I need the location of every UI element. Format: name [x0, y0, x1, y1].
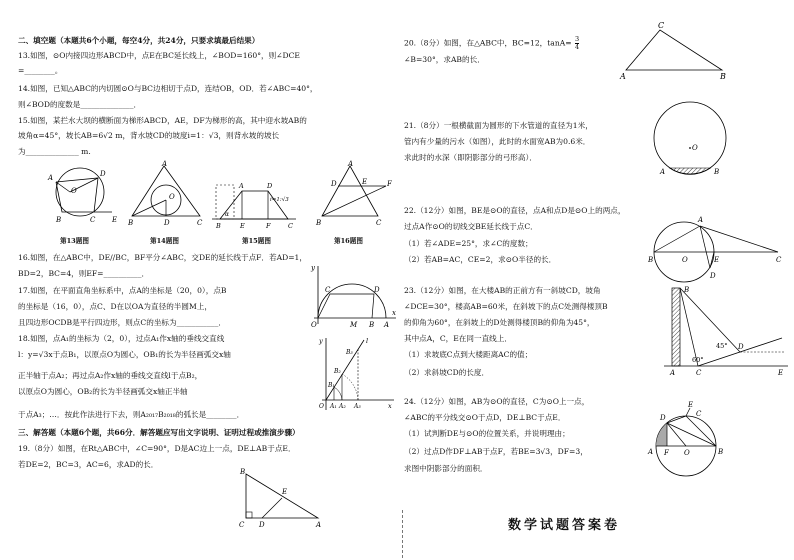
fig22-label: A: [698, 216, 704, 224]
fig13-label: O: [71, 187, 77, 195]
q22-line1: 22.（12分）如图，BE是⊙O的直径，点A和点D是⊙O上的两点，: [404, 206, 626, 215]
q21-line2: 管内有少量的污水（如图），此时的水面宽AB为0.6米．: [404, 137, 591, 146]
fig15-label: i=1:√3: [270, 197, 289, 203]
figure-24: [646, 398, 736, 490]
fig23-label: C: [696, 369, 702, 377]
q23-line5: （1）求坡底C点到大楼距离AC的值；: [404, 350, 533, 359]
q14-line1: 14.如图，已知△ABC的内切圆⊙O与BC边相切于点D，连结OB，OD．若∠ABC=40°，: [18, 84, 318, 93]
q21-line3: 求此时的水深（即阴影部分的弓形高）．: [404, 153, 537, 162]
q24-line4: （2）过点D作DF⊥AB于点F，若BE=3√3，DF=3，: [404, 447, 588, 456]
fig14-label: D: [164, 219, 170, 227]
figure-20: [616, 20, 736, 82]
q23-line6: （2）求斜坡CD的长度．: [404, 368, 490, 377]
fig23-label: E: [778, 369, 784, 377]
fig15-label: F: [266, 222, 271, 230]
fig14-label: C: [197, 219, 203, 227]
q18-line4: 以原点O为圆心，OB₂的长为半径画弧交x轴正半轴: [18, 387, 188, 396]
fig19-label: A: [316, 521, 322, 529]
fig15-label: E: [240, 222, 245, 230]
q22-line3: （1）若∠ADE=25°，求∠C的度数；: [404, 239, 533, 248]
answer-sheet-title: 数学试题答案卷: [508, 518, 621, 533]
fig18-label: B₃: [346, 349, 353, 356]
fig22-label: D: [710, 272, 716, 280]
fig24-label: B: [718, 448, 724, 456]
q16-line2: BD=2，BC=4，则EF=__________．: [18, 269, 150, 278]
q18-line1: 18.如图，点A₁的坐标为（2，0），过点A₁作x轴的垂线交直线: [18, 334, 225, 343]
q20-frac-den: 4: [575, 43, 580, 51]
figure-23: [664, 282, 790, 378]
q24-line3: （1）试判断DE与⊙O的位置关系，并说明理由；: [404, 429, 570, 438]
fig17-label: x: [392, 309, 396, 317]
figure-21: [652, 94, 732, 188]
q16-line1: 16.如图，在△ABC中，DE//BC，BF平分∠ABC，交DE的延长线于点F．若AD=1，: [18, 253, 307, 262]
q20-line1: [404, 36, 579, 51]
fig16-label: C: [376, 219, 382, 227]
figure-16: [312, 160, 394, 228]
figure-18: [316, 336, 396, 414]
fig22-label: E: [714, 256, 720, 264]
fig13-label: E: [112, 216, 118, 224]
q15-line1: 15.如图，某拦水大坝的横断面为梯形ABCD，AE，DF为梯形的高，其中迎水坡AB的: [18, 116, 307, 125]
fig17-label: M: [350, 321, 358, 329]
q17-line1: 17.如图，在平面直角坐标系中，点A的坐标是（20，0），点B: [18, 286, 227, 295]
fig18-label: y: [319, 337, 323, 345]
figure-22: [648, 210, 788, 288]
fig23-label: 60°: [692, 356, 704, 364]
fig23-label: B: [684, 286, 690, 294]
fig17-label: B: [369, 321, 375, 329]
fig21-label: B: [714, 168, 720, 176]
q19-line1: 19.（8分）如图，在Rt△ABC中，∠C=90°，D是AC边上一点，DE⊥AB于点E．: [18, 444, 296, 453]
q23-line3: 的仰角为60°，在斜坡上的D处测得楼顶B的仰角为45°，: [404, 318, 595, 327]
q15-line3: 为______________ m.: [18, 147, 91, 156]
fig21-label: A: [660, 168, 666, 176]
fig22-label: O: [682, 256, 688, 264]
figure-14: [128, 160, 204, 228]
fig17-label: y: [311, 264, 315, 272]
fig14-label: O: [169, 193, 175, 201]
fig13-label: A: [48, 174, 54, 182]
q18-line3: 正半轴于点A₂；再过点A₂作x轴的垂线交直线l于点B₂，: [18, 371, 203, 380]
fig17-label: C: [325, 286, 331, 294]
fig19-label: D: [259, 521, 265, 529]
q20-line2: ∠B=30°，求AB的长．: [404, 55, 485, 64]
fig23-label: A: [670, 369, 676, 377]
q23-line1: 23.（12分）如图，在大楼AB的正前方有一斜坡CD，坡角: [404, 286, 601, 295]
q24-line5: 求图中阴影部分的面积．: [404, 464, 488, 473]
caption-14: 第14题图: [150, 237, 179, 245]
fig23-label: D: [738, 343, 744, 351]
fig13-label: C: [90, 216, 96, 224]
fig18-label: A₂: [339, 403, 346, 410]
fig24-label: O: [684, 449, 690, 457]
q22-line4: （2）若AB=AC，CE=2，求⊙O半径的长．: [404, 255, 557, 264]
section2-heading: 二、填空题（本题共6个小题，每空4分，共24分，只要求填最后结果）: [18, 36, 260, 45]
cut-line: [402, 510, 403, 558]
fig17-label: D: [374, 286, 380, 294]
fig18-label: A₁: [330, 403, 337, 410]
q15-line2: 坡角α=45°，坡长AB=6√2 m，背水坡CD的坡度i=1：√3，则背水坡的坡长: [18, 131, 280, 140]
fig23-label: 45°: [716, 342, 728, 350]
fig16-label: A: [348, 160, 354, 168]
q17-line2: 的坐标是（16，0），点C、D在以OA为直径的半圆M上，: [18, 302, 212, 311]
caption-15: 第15题图: [242, 237, 271, 245]
fig16-label: D: [331, 180, 337, 188]
q20-fraction: [575, 36, 579, 51]
q18-line2: l：y=√3x于点B₁，以原点O为圆心，OB₁的长为半径画弧交x轴: [18, 350, 231, 359]
fig15-label: A: [239, 182, 244, 190]
fig18-label: B₁: [328, 382, 335, 389]
q13-line2: =________。: [18, 66, 63, 75]
fig15-label: B: [216, 222, 221, 230]
fig16-label: E: [362, 178, 368, 186]
figure-19: [232, 466, 328, 530]
fig18-label: O: [319, 403, 324, 410]
fig24-label: C: [696, 410, 702, 418]
fig14-label: A: [162, 160, 168, 168]
q23-line2: ∠DCE=30°，楼高AB=60米，在斜坡下的点C处测得楼顶B: [404, 302, 608, 311]
figure-13: [40, 160, 122, 228]
fig24-label: A: [648, 448, 654, 456]
fig16-label: B: [316, 219, 322, 227]
fig20-label: A: [620, 72, 626, 81]
fig24-label: E: [688, 401, 694, 409]
fig18-label: x: [388, 402, 392, 410]
q13-line1: 13.如图，⊙O内接四边形ABCD中，点E在BC延长线上，∠BOD=160°，则∠DCE: [18, 51, 300, 60]
figure-15: [212, 175, 298, 231]
fig19-label: E: [282, 488, 288, 496]
fig24-label: F: [664, 449, 669, 457]
fig13-label: D: [100, 170, 106, 178]
fig20-label: C: [658, 21, 665, 30]
q21-line1: 21.（8分）一根横截面为圆形的下水管道的直径为1米，: [404, 121, 593, 130]
fig19-label: B: [240, 468, 246, 476]
q18-line5: 于点A₃；…．按此作法进行下去，则A₂₀₁₇B₂₀₁₈的弧长是________．: [18, 410, 245, 419]
q20-text: 20.（8分）如图，在△ABC中，BC=12，tanA=: [404, 38, 572, 48]
q20-frac-num: 3: [575, 35, 580, 43]
q14-line2: 则∠BOD的度数是______________．: [18, 100, 142, 109]
fig17-label: A: [384, 321, 390, 329]
q22-line2: 过点A作⊙O的切线交BE延长线于点C．: [404, 222, 538, 231]
fig18-label: B₂: [334, 368, 341, 375]
q24-line2: ∠ABC的平分线交⊙O于点D，DE⊥BC于点E．: [404, 413, 566, 422]
fig21-label: O: [692, 144, 698, 152]
fig15-label: D: [267, 182, 273, 190]
fig14-label: B: [128, 219, 134, 227]
fig22-label: B: [648, 256, 654, 264]
q23-line4: 其中点A，C，E在同一直线上．: [404, 334, 512, 343]
fig15-label: C: [288, 222, 293, 230]
caption-13: 第13题图: [60, 237, 89, 245]
fig16-label: F: [387, 180, 392, 188]
q17-line3: 且四边形OCDB是平行四边形，则点C的坐标为___________．: [18, 318, 226, 327]
figure-17: [308, 262, 398, 330]
fig13-label: B: [56, 216, 62, 224]
fig20-label: B: [720, 72, 726, 81]
fig24-label: D: [660, 414, 666, 422]
section3-heading: 三、解答题（本题6个题，共66分．解答题应写出文字说明、证明过程或推演步骤）: [18, 428, 300, 437]
fig22-label: C: [776, 256, 782, 264]
fig18-label: A₃: [354, 403, 361, 410]
fig18-label: l: [366, 337, 369, 345]
caption-16: 第16题图: [334, 237, 363, 245]
q19-line2: 若DE=2，BC=3，AC=6，求AD的长．: [18, 460, 159, 469]
fig17-label: O: [311, 321, 317, 329]
fig15-label: α: [225, 211, 230, 218]
q24-line1: 24.（12分）如图，AB为⊙O的直径，C为⊙O上一点，: [404, 397, 590, 406]
fig19-label: C: [239, 521, 245, 529]
